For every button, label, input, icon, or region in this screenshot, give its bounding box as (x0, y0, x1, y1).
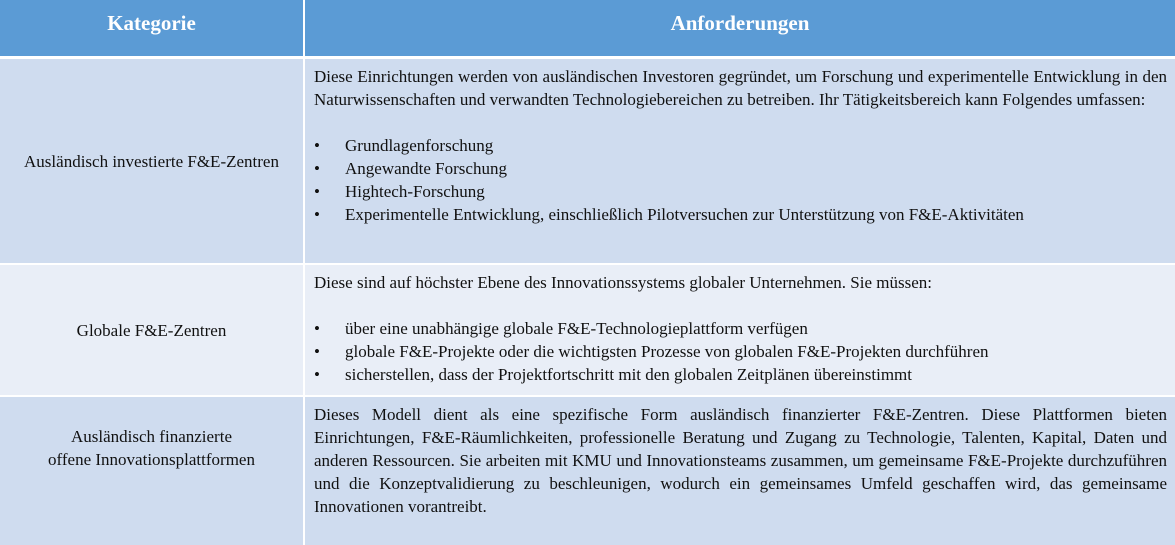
bullet-icon: • (314, 205, 320, 224)
list-item-text: sicherstellen, dass der Projektfortschritt mit den globalen Zeitplänen übereinstimmt (345, 365, 912, 384)
category-cell: Globale F&E-Zentren (0, 264, 304, 396)
list-item-text: Hightech-Forschung (345, 182, 485, 201)
list-item (314, 340, 1167, 363)
bullet-icon: • (314, 342, 320, 361)
list-item (314, 363, 1167, 386)
category-cell: Ausländisch investierte F&E-Zentren (0, 58, 304, 265)
list-item (314, 134, 1167, 157)
list-item-text: über eine unabhängige globale F&E-Technologieplattform verfügen (345, 319, 808, 338)
category-line: offene Innovationsplattformen (48, 450, 255, 469)
requirements-cell (304, 396, 1175, 545)
requirements-list (314, 134, 1167, 226)
requirements-intro: Diese Einrichtungen werden von ausländischen Investoren gegründet, um Forschung und experimentelle Entwicklung in den Naturwissenschaften und verwandten Technologiebereichen zu betreiben. Ihr Tätigkeitsbereich kann Folgendes umfassen: (314, 67, 1167, 109)
list-item-text: Angewandte Forschung (345, 159, 507, 178)
requirements-intro: Dieses Modell dient als eine spezifische Form ausländisch finanzierter F&E-Zentren. Diese Plattformen bieten Einrichtungen, F&E-Räumlichkeiten, professionelle Beratung und Zugang zu Technologie, Talenten, Kapital, Daten und anderen Ressourcen. Sie arbeiten mit KMU und Innovationsteams zusammen, um gemeinsame F&E-Projekte durchzuführen und die Konzeptvalidierung zu beschleunigen, wodurch ein gemeinsames Umfeld geschaffen wird, das gemeinsame Innovationen vorantreibt. (314, 405, 1167, 516)
table-row (0, 264, 1175, 396)
category-line: Ausländisch finanzierte (71, 427, 232, 446)
list-item (314, 180, 1167, 203)
list-item-text: Experimentelle Entwicklung, einschließlich Pilotversuchen zur Unterstützung von F&E-Aktivitäten (345, 205, 1024, 224)
requirements-cell (304, 264, 1175, 396)
table-row (0, 58, 1175, 265)
list-item (314, 317, 1167, 340)
header-category: Kategorie (0, 0, 304, 58)
list-item-text: globale F&E-Projekte oder die wichtigsten Prozesse von globalen F&E-Projekten durchführen (345, 342, 989, 361)
bullet-icon: • (314, 365, 320, 384)
bullet-icon: • (314, 182, 320, 201)
requirements-cell (304, 58, 1175, 265)
requirements-intro: Diese sind auf höchster Ebene des Innovationssystems globaler Unternehmen. Sie müssen: (314, 273, 933, 292)
list-item (314, 157, 1167, 180)
table-row (0, 396, 1175, 545)
bullet-icon: • (314, 159, 320, 178)
category-cell (0, 396, 304, 545)
table-header-row (0, 0, 1175, 58)
requirements-list (314, 317, 1167, 386)
bullet-icon: • (314, 319, 320, 338)
list-item-text: Grundlagenforschung (345, 136, 494, 155)
list-item (314, 203, 1167, 226)
bullet-icon: • (314, 136, 320, 155)
header-requirements: Anforderungen (304, 0, 1175, 58)
